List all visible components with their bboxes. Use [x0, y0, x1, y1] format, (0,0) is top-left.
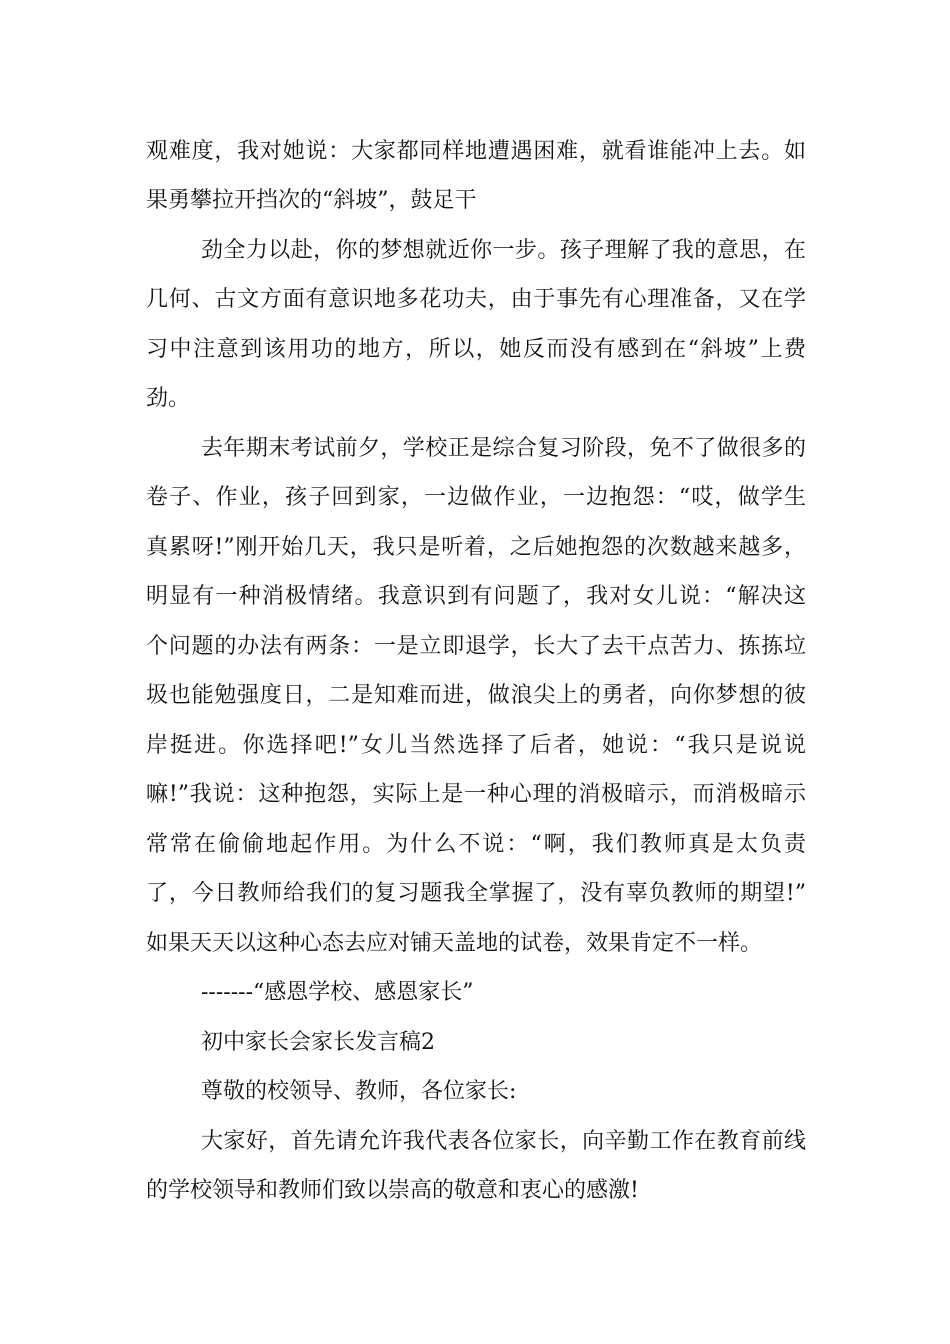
text-line: 岸挺进。你选择吧!”女儿当然选择了后者，她说：“我只是说说	[146, 733, 806, 758]
text-line: 个问题的办法有两条：一是立即退学，长大了去干点苦力、拣拣垃	[146, 634, 806, 659]
text-line: 卷子、作业，孩子回到家，一边做作业，一边抱怨：“哎，做学生	[146, 485, 806, 510]
text-line: 观难度，我对她说：大家都同样地遭遇困难，就看谁能冲上去。如	[146, 139, 806, 164]
text-line: 真累呀!”刚开始几天，我只是听着，之后她抱怨的次数越来越多，	[146, 535, 806, 560]
text-line: 大家好，首先请允许我代表各位家长，向辛勤工作在教育前线	[201, 1129, 806, 1154]
text-line: 初中家长会家长发言稿2	[201, 1030, 435, 1055]
text-line: 劲全力以赴，你的梦想就近你一步。孩子理解了我的意思，在	[201, 238, 806, 263]
text-line: 去年期末考试前夕，学校正是综合复习阶段，免不了做很多的	[201, 436, 806, 461]
text-line: -------“感恩学校、感恩家长”	[201, 980, 474, 1005]
text-line: 习中注意到该用功的地方，所以，她反而没有感到在“斜坡”上费	[146, 337, 806, 362]
text-line: 了，今日教师给我们的复习题我全掌握了，没有辜负教师的期望!”	[146, 881, 806, 906]
text-line: 的学校领导和教师们致以崇高的敬意和衷心的感激!	[146, 1178, 639, 1203]
text-line: 劲。	[146, 386, 191, 411]
text-line: 如果天天以这种心态去应对铺天盖地的试卷，效果肯定不一样。	[146, 931, 763, 956]
text-line: 明显有一种消极情绪。我意识到有问题了，我对女儿说：“解决这	[146, 584, 806, 609]
text-line: 常常在偷偷地起作用。为什么不说：“啊，我们教师真是太负责	[146, 832, 806, 857]
text-line: 嘛!”我说：这种抱怨，实际上是一种心理的消极暗示，而消极暗示	[146, 782, 806, 807]
text-line: 尊敬的校领导、教师，各位家长:	[201, 1079, 517, 1104]
text-line: 果勇攀拉开挡次的“斜坡”，鼓足干	[146, 188, 477, 213]
text-line: 几何、古文方面有意识地多花功夫，由于事先有心理准备，又在学	[146, 287, 806, 312]
text-line: 圾也能勉强度日，二是知难而进，做浪尖上的勇者，向你梦想的彼	[146, 683, 806, 708]
